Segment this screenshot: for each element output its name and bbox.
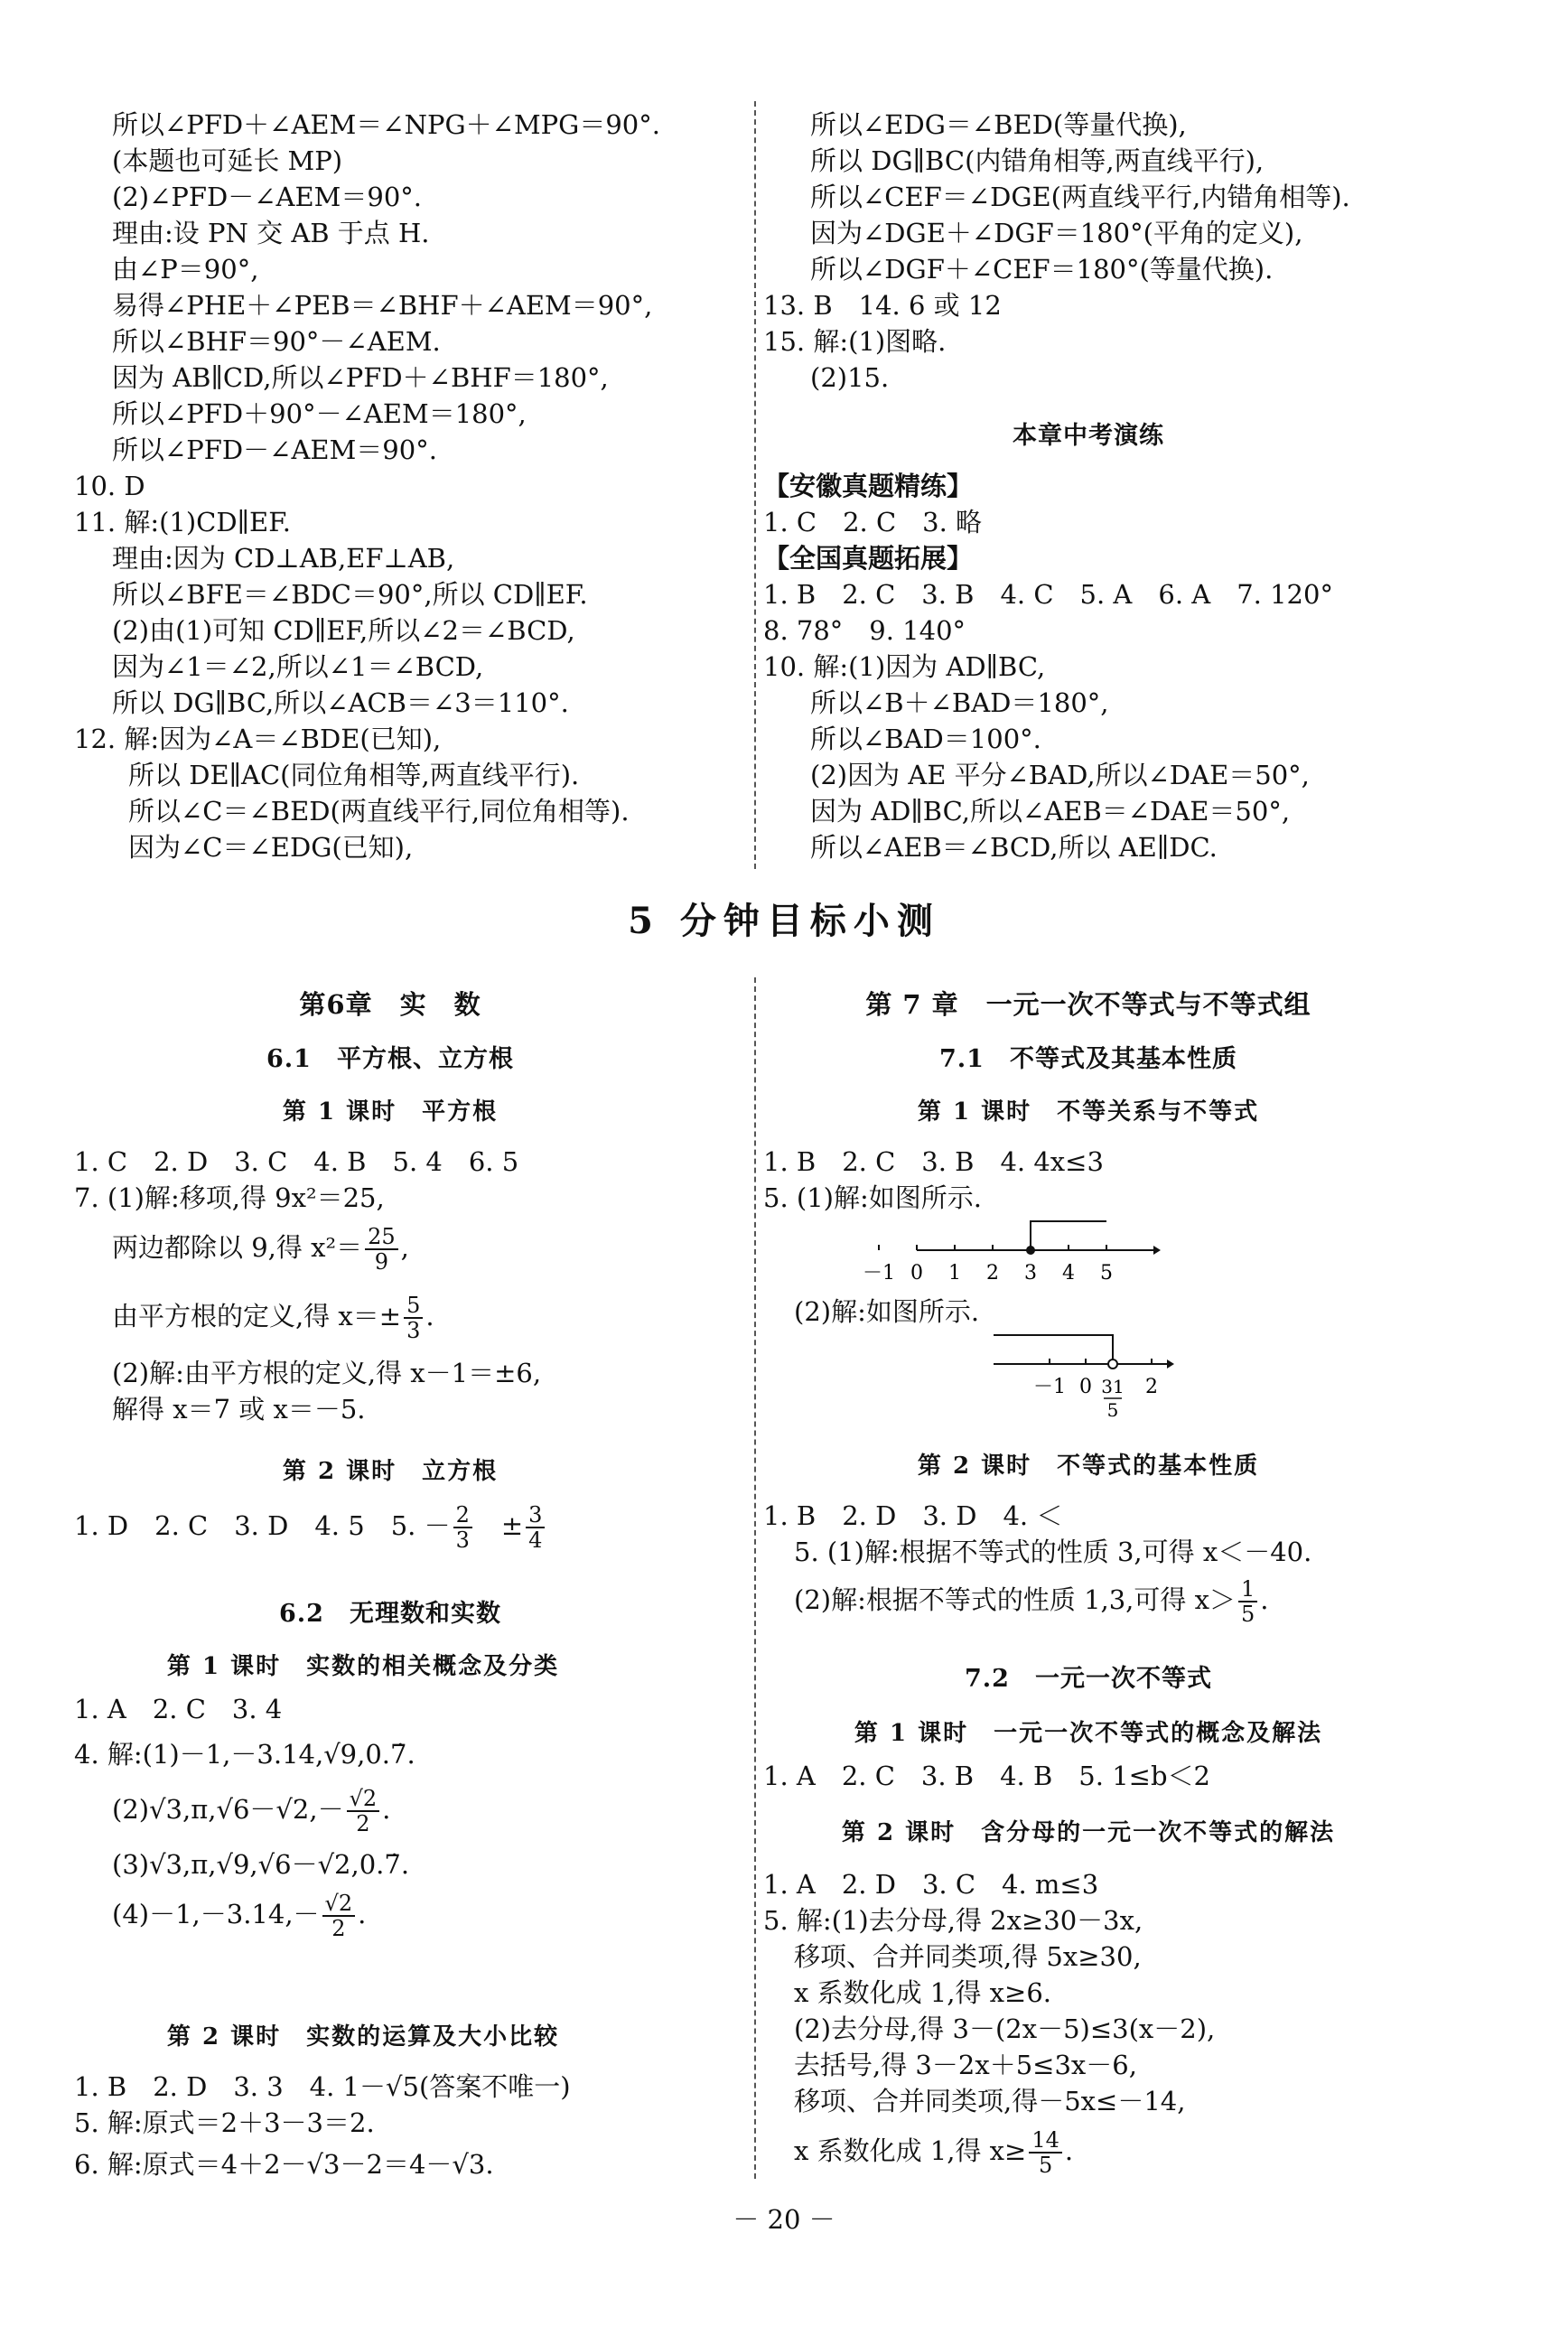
answer-line: 10. D [74, 471, 145, 501]
fraction-numerator: 2 [453, 1503, 472, 1528]
top-right-column [763, 107, 1504, 874]
answer-line: 1. A 2. C 3. B 4. B 5. 1≤b＜2 [763, 1761, 1210, 1791]
section-title: 本章中考演练 [1013, 422, 1164, 450]
section-title: 7.2 一元一次不等式 [965, 1665, 1212, 1693]
tick-label-fraction-denominator: 5 [1106, 1399, 1119, 1421]
text-line: 所以 DG∥BC(内错角相等,两直线平行), [810, 145, 1265, 176]
answer-line: 1. B 2. C 3. B 4. 4x≤3 [763, 1146, 1104, 1177]
text-line: 因为∠C＝∠EDG(已知), [128, 832, 414, 863]
text-segment: . [382, 1794, 391, 1825]
answer-line: 5. (1)解:如图所示. [763, 1182, 982, 1213]
text-line: 因为 AD∥BC,所以∠AEB＝∠DAE＝50°, [810, 796, 1291, 827]
text-segment: 由平方根的定义,得 x＝± [112, 1301, 402, 1331]
answer-line: 5. 解:原式＝2＋3－3＝2. [74, 2107, 375, 2138]
text-line: 所以∠PFD＋∠AEM＝∠NPG＋∠MPG＝90°. [112, 109, 660, 140]
lesson-title: 第 1 课时 不等关系与不等式 [917, 1098, 1260, 1126]
tick-label: 5 [1100, 1262, 1113, 1285]
answer-line: 1. B 2. D 3. D 4. ＜ [763, 1500, 1063, 1531]
tick-label: 2 [1145, 1376, 1158, 1398]
text-line: 由∠P＝90°, [112, 254, 259, 285]
tick-label: 3 [1024, 1262, 1037, 1285]
fraction-denominator: 3 [406, 1318, 421, 1343]
fraction-denominator: 5 [1240, 1602, 1255, 1627]
tick-label: 0 [910, 1262, 923, 1285]
chapter-6-column [74, 985, 742, 2186]
fraction [453, 1503, 472, 1552]
text-line: (2)15. [810, 362, 890, 393]
tick-label-fraction-numerator: 31 [1101, 1376, 1125, 1397]
section-title: 6.1 平方根、立方根 [266, 1045, 514, 1073]
text-line: 所以∠BAD＝100°. [810, 724, 1041, 754]
text-segment: (2)√3,π,√6－√2,－ [112, 1794, 344, 1825]
text-line: 所以∠PFD－∠AEM＝90°. [112, 434, 437, 465]
answer-line: 11. 解:(1)CD∥EF. [74, 507, 292, 537]
lesson-title: 第 2 课时 实数的运算及大小比较 [166, 2023, 560, 2051]
answer-line: 6. 解:原式＝4＋2－√3－2＝4－√3. [74, 2149, 494, 2180]
text-segment: x 系数化成 1,得 x≥ [794, 2135, 1027, 2166]
answer-line: 15. 解:(1)图略. [763, 326, 947, 357]
text-segment: . [425, 1301, 434, 1331]
answer-line: (2)去分母,得 3－(2x－5)≤3(x－2), [794, 2013, 1216, 2044]
text-line: 因为∠1＝∠2,所以∠1＝∠BCD, [112, 651, 484, 682]
answer-line [112, 1221, 409, 1274]
fraction [404, 1294, 423, 1342]
tick-label: 0 [1079, 1376, 1092, 1398]
tick-label: 2 [986, 1262, 999, 1285]
fraction-denominator: 2 [356, 1811, 370, 1836]
tick-label: －1 [1033, 1376, 1066, 1398]
fraction-denominator: 5 [1038, 2153, 1053, 2178]
fraction-numerator: √2 [322, 1892, 356, 1917]
text-segment: 两边都除以 9,得 x²＝ [112, 1232, 363, 1263]
answer-line: 8. 78° 9. 140° [763, 615, 966, 646]
fraction-numerator: 3 [526, 1503, 545, 1528]
text-line: 所以 DG∥BC,所以∠ACB＝∠3＝110°. [112, 687, 569, 718]
section-title: 6.2 无理数和实数 [279, 1600, 501, 1628]
section-title: 7.1 不等式及其基本性质 [939, 1045, 1237, 1073]
answer-line [794, 1574, 1268, 1626]
lesson-title: 第 1 课时 一元一次不等式的概念及解法 [854, 1720, 1323, 1747]
tick-label: 1 [948, 1262, 961, 1285]
answer-line: 1. A 2. D 3. C 4. m≤3 [763, 1869, 1099, 1900]
text-line: 理由:设 PN 交 AB 于点 H. [112, 218, 430, 248]
number-line-2 [994, 1326, 1174, 1425]
answer-line: 去括号,得 3－2x＋5≤3x－6, [794, 2050, 1137, 2080]
fraction-denominator: 2 [331, 1916, 346, 1941]
text-line: (2)由(1)可知 CD∥EF,所以∠2＝∠BCD, [112, 615, 575, 646]
answer-line: (2)解:由平方根的定义,得 x－1＝±6, [112, 1358, 542, 1388]
lesson-title: 第 1 课时 实数的相关概念及分类 [166, 1653, 560, 1680]
fraction [365, 1225, 398, 1274]
text-line: (本题也可延长 MP) [112, 145, 343, 176]
tick-label: 4 [1062, 1262, 1075, 1285]
text-segment: , [400, 1232, 409, 1263]
answer-line [112, 1783, 390, 1836]
fraction-numerator: 14 [1029, 2128, 1062, 2153]
chapter-title: 第 7 章 一元一次不等式与不等式组 [865, 989, 1311, 1020]
answer-line: 1. A 2. C 3. 4 [74, 1694, 283, 1724]
answer-line [112, 1888, 366, 1940]
answer-line: 解得 x＝7 或 x＝－5. [112, 1394, 366, 1425]
lesson-title: 第 2 课时 立方根 [282, 1458, 499, 1485]
answer-line: 1. B 2. D 3. 3 4. 1－√5(答案不唯一) [74, 2071, 571, 2102]
tick-label: －1 [863, 1262, 895, 1285]
answer-line: 1. C 2. C 3. 略 [763, 507, 983, 537]
chapter-7-column [763, 985, 1504, 2186]
text-line: 所以∠PFD＋90°－∠AEM＝180°, [112, 398, 527, 429]
answer-line [112, 1290, 434, 1342]
text-segment: (4)－1,－3.14,－ [112, 1899, 320, 1929]
text-line: 因为 AB∥CD,所以∠PFD＋∠BHF＝180°, [112, 362, 609, 393]
text-segment: (2)解:根据不等式的性质 1,3,可得 x＞ [794, 1584, 1236, 1615]
text-line: 所以∠AEB＝∠BCD,所以 AE∥DC. [810, 832, 1218, 863]
answer-line: 移项、合并同类项,得－5x≤－14, [794, 2086, 1186, 2116]
open-point [1108, 1359, 1117, 1369]
fraction-numerator: 5 [404, 1294, 423, 1319]
text-segment: . [1064, 2135, 1074, 2166]
answer-line: (3)√3,π,√9,√6－√2,0.7̇. [112, 1849, 410, 1880]
solution-ray [994, 1335, 1113, 1364]
text-line: 理由:因为 CD⊥AB,EF⊥AB, [112, 543, 455, 574]
number-line-1 [863, 1212, 1161, 1294]
answer-line: 5. 解:(1)去分母,得 2x≥30－3x, [763, 1905, 1143, 1936]
answer-line: 5. (1)解:根据不等式的性质 3,可得 x＜－40. [794, 1537, 1312, 1567]
fraction [1238, 1577, 1257, 1626]
answer-line: 7. (1)解:移项,得 9x²＝25, [74, 1182, 385, 1213]
lesson-title: 第 1 课时 平方根 [282, 1098, 499, 1126]
text-segment: ± [474, 1510, 524, 1541]
answer-line: (2)解:如图所示. [794, 1296, 980, 1327]
answer-line: 4. 解:(1)－1,－3.14,√9,0.7̇. [74, 1739, 415, 1770]
text-line: 所以∠BFE＝∠BDC＝90°,所以 CD∥EF. [112, 579, 588, 610]
fraction [322, 1892, 356, 1940]
text-line: 所以∠CEF＝∠DGE(两直线平行,内错角相等). [810, 182, 1350, 212]
tick-labels [1033, 1376, 1158, 1398]
text-line: 所以 DE∥AC(同位角相等,两直线平行). [128, 760, 580, 790]
main-title: 5 分钟目标小测 [628, 900, 940, 942]
answer-line: 移项、合并同类项,得 5x≥30, [794, 1941, 1142, 1972]
fraction [1029, 2128, 1062, 2177]
page-number: － 20 － [733, 2204, 835, 2235]
answer-line: x 系数化成 1,得 x≥6. [794, 1977, 1052, 2008]
answer-line: 1. C 2. D 3. C 4. B 5. 4 6. 5 [74, 1146, 519, 1177]
fraction-denominator: 3 [455, 1528, 470, 1553]
top-left-column [74, 107, 742, 865]
answer-line: 1. B 2. C 3. B 4. C 5. A 6. A 7. 120° [763, 579, 1333, 610]
column-divider-top [754, 101, 756, 869]
axis-arrow-icon [1167, 1359, 1174, 1369]
subsection-label: 【安徽真题精练】 [763, 471, 974, 501]
subsection-label: 【全国真题拓展】 [763, 543, 974, 574]
fraction [526, 1503, 545, 1552]
answer-line: 12. 解:因为∠A＝∠BDE(已知), [74, 724, 442, 754]
fraction-numerator: √2 [347, 1787, 380, 1812]
text-segment: . [358, 1899, 367, 1929]
text-line: 所以∠B＋∠BAD＝180°, [810, 687, 1109, 718]
text-line: 因为∠DGE＋∠DGF＝180°(平角的定义), [810, 218, 1303, 248]
text-line: 所以∠DGF＋∠CEF＝180°(等量代换). [810, 254, 1274, 285]
text-line: 所以∠BHF＝90°－∠AEM. [112, 326, 441, 357]
axis-arrow-icon [1153, 1246, 1161, 1255]
fraction-denominator: 9 [374, 1249, 388, 1275]
fraction-numerator: 1 [1238, 1577, 1257, 1602]
text-line: 所以∠EDG＝∠BED(等量代换), [810, 109, 1187, 140]
fraction-numerator: 25 [365, 1225, 398, 1250]
lesson-title: 第 2 课时 不等式的基本性质 [917, 1453, 1260, 1480]
column-divider-bottom [754, 977, 756, 2179]
answer-line: 13. B 14. 6 或 12 [763, 290, 1002, 321]
tick-labels [863, 1262, 1113, 1285]
fraction-denominator: 4 [528, 1528, 543, 1553]
chapter-title: 第6章 实 数 [299, 989, 481, 1020]
answer-line [74, 1499, 547, 1552]
text-segment: 1. D 2. C 3. D 4. 5 5. － [74, 1510, 451, 1541]
text-line: 所以∠C＝∠BED(两直线平行,同位角相等). [128, 796, 630, 827]
lesson-title: 第 2 课时 含分母的一元一次不等式的解法 [841, 1819, 1336, 1846]
text-line: (2)∠PFD－∠AEM＝90°. [112, 182, 422, 212]
text-line: (2)因为 AE 平分∠BAD,所以∠DAE＝50°, [810, 760, 1310, 790]
fraction [347, 1787, 380, 1836]
text-segment: . [1260, 1584, 1269, 1615]
text-line: 易得∠PHE＋∠PEB＝∠BHF＋∠AEM＝90°, [112, 290, 653, 321]
answer-line: 10. 解:(1)因为 AD∥BC, [763, 651, 1046, 682]
answer-line [794, 2125, 1073, 2177]
